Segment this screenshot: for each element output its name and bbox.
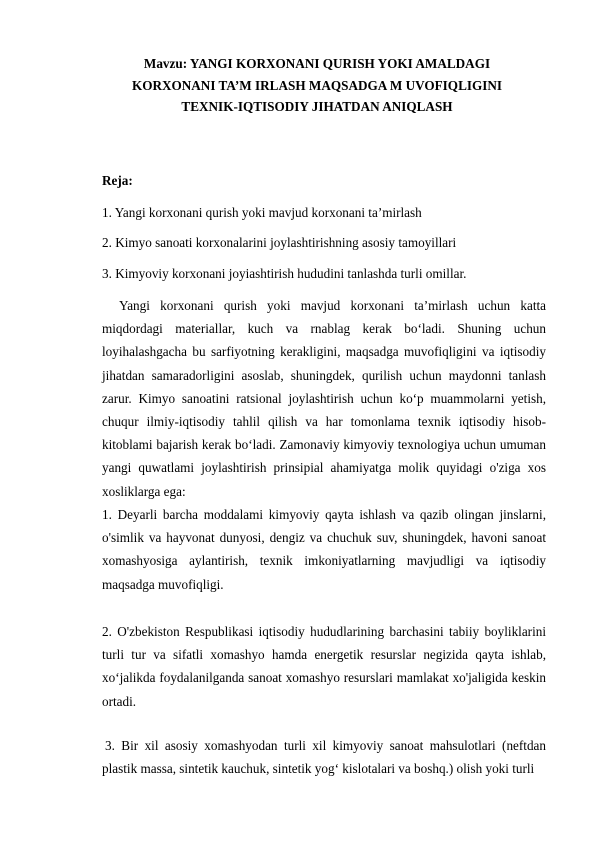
document-title (102, 53, 532, 118)
title-line-1: Mavzu: YANGI KORXONANI QURISH YOKI AMALDAGI (143, 56, 491, 71)
intro-paragraph: Yangi korxonani qurish yoki mavjud korxonani ta’mirlash uchun katta miqdordagi materiallar, kuch va rnablag kerak bo‘ladi. Shuning uchun loyihalashgacha bu sarfiyotning kerakligini, maqsadga muvofiqligini va iqtisodiy jihatdan samaradorligini asoslab, shuningdek, qurilish uchun maydonni tanlash zarur. Kimyo sanoatini ratsional joylashtirish uchun ko‘p muammolarni yetish, chuqur ilmiy-iqtisodiy tahlil qilish va har tomonlama texnik iqtisodiy hisob-kitoblami bajarish kerak bo‘ladi. Zamonaviy kimyoviy texnologiya uchun umuman yangi quwatlami joylashtirish prinsipial ahamiyatga molik quyidagi o'ziga xos xosliklarga ega: (102, 298, 546, 499)
point-1-paragraph: 1. Deyarli barcha moddalami kimyoviy qayta ishlash va qazib olingan jinslarni, o'simlik va hayvonat dunyosi, dengiz va chuchuk suv, shuningdek, havoni sanoat xomashyosiga aylantirish, texnik imkoniyatlarning mavjudligi va iqtisodiy maqsadga muvofiqligi. (102, 507, 546, 592)
plan-item-3: 3. Kimyoviy korxonani joyiashtirish hududini tanlashda turli omillar. (102, 266, 467, 281)
plan-heading: Reja: (102, 173, 133, 188)
point-3-paragraph: 3. Bir xil asosiy xomashyodan turli xil kimyoviy sanoat mahsulotlari (neftdan plastik massa, sintetik kauchuk, sintetik yog‘ kislotalari va boshq.) olish yoki turli (102, 738, 546, 777)
title-line-3: TEXNIK-IQTISODIY JIHATDAN ANIQLASH (181, 99, 453, 114)
title-line-2: KORXONANI TA’M IRLASH MAQSADGA M UVOFIQLIGINI (131, 77, 503, 93)
plan-item-2: 2. Kimyo sanoati korxonalarini joylashtirishning asosiy tamoyillari (102, 235, 457, 250)
plan-item-1: 1. Yangi korxonani qurish yoki mavjud korxonani ta’mirlash (102, 205, 422, 220)
point-2-paragraph: 2. O'zbekiston Respublikasi iqtisodiy hududlarining barchasini tabiiy boyliklarini turli tur va sifatli xomashyo hamda energetik resurslar negizida qayta ishlab, xo‘jalikda foydalanilganda sanoat xomashyo resurslari mamlakat xo'jaligida keskin ortadi. (102, 624, 546, 709)
